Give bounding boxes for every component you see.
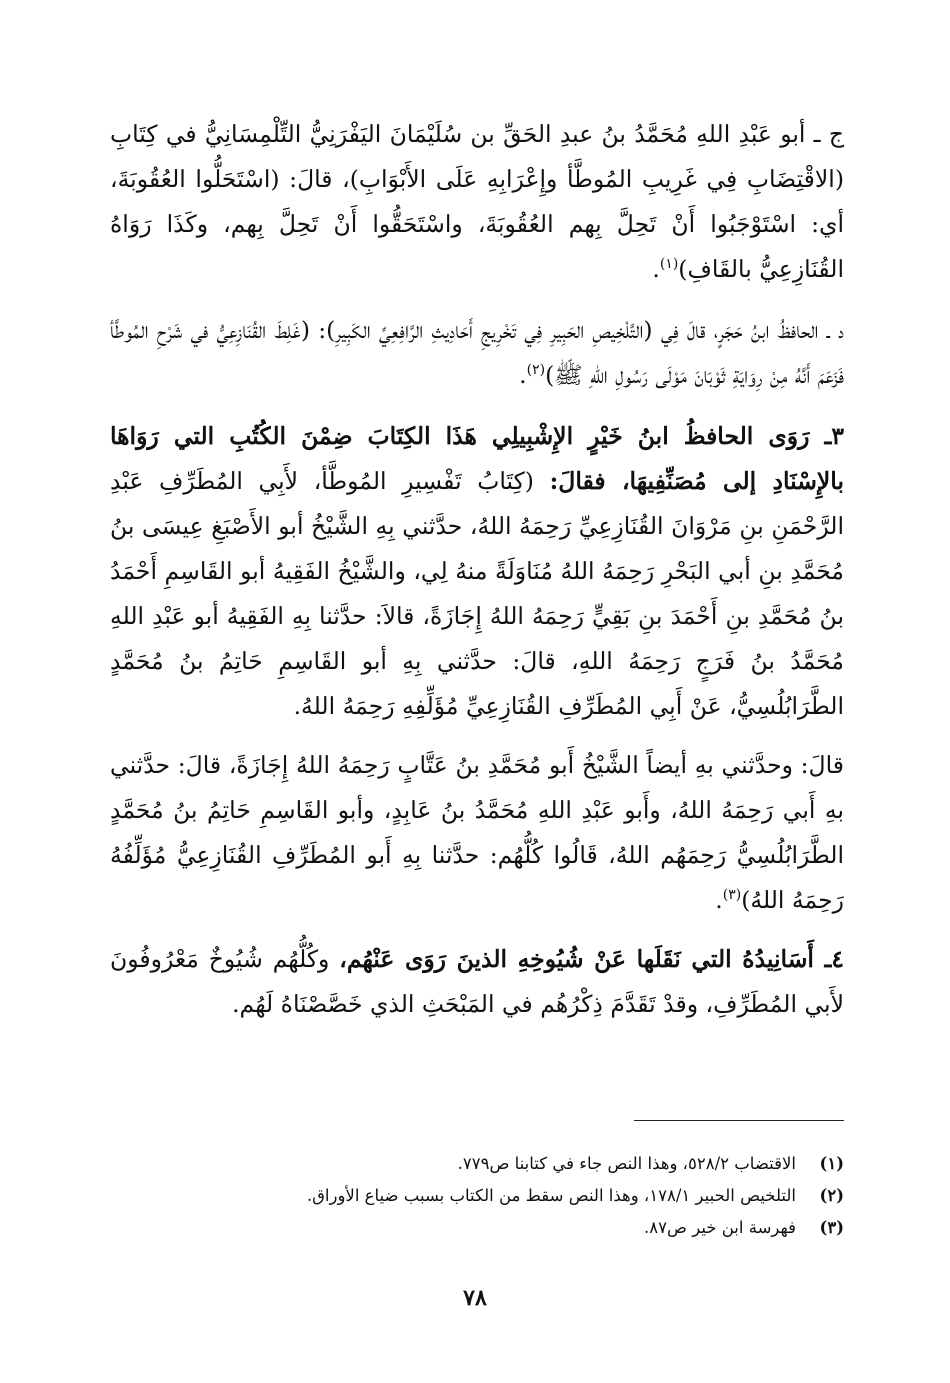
footnote-ref-2[interactable]: (٢) (526, 362, 546, 379)
page-body (110, 112, 844, 1027)
paragraph-jim (110, 112, 844, 292)
paragraph-isnad-2-end: . (715, 886, 723, 914)
footnote-1-text: الاقتضاب ٥٢٨/٢، وهذا النص جاء في كتابنا ص٧٧٩. (457, 1154, 796, 1173)
footnote-1-number: (١) (819, 1154, 844, 1173)
paragraph-4 (110, 937, 844, 1027)
paragraph-dal (110, 308, 844, 398)
paragraph-jim-end: . (652, 255, 660, 283)
footnote-ref-1[interactable]: (١) (659, 256, 679, 273)
paragraph-4-text: وكُلُّهُم شُيُوخٌ مَعْرُوفُونَ لأَبي المُطَرِّفِ، وقدْ تَقَدَّمَ ذِكْرُهُم في المَبْحَثِ الذي خَصَّصْنَاهُ لَهُم. (110, 945, 844, 1018)
paragraph-3-heading: ٣ـ رَوَى الحافظُ ابنُ خَيْرٍ الإِشْبِيلِي هَذَا الكِتَابَ ضِمْنَ الكُتُبِ التي رَوَاهَا بالإِسْنَادِ إلى مُصَنِّفِيهَا، فقالَ: (110, 422, 844, 495)
footnote-3 (110, 1212, 844, 1244)
paragraph-isnad-2-text: قالَ: وحدَّثني بهِ أيضاً الشَّيْخُ أَبو مُحَمَّدِ بنُ عَتَّابٍ رَحِمَهُ اللهُ إِجَازَةً، قالَ: حدَّثني بهِ أَبي رَحِمَهُ اللهُ، وأَبو عَبْدِ اللهِ مُحَمَّدُ بنُ عَابِدٍ، وأبو القَاسِمِ حَاتِمُ بنُ مُحَمَّدٍ الطَّرَابُلُسِيُّ رَحِمَهُم اللهُ، قَالُوا كُلُّهُم: حدَّثنا بِهِ أَبو المُطَرِّفِ القُنَازِعِيُّ مُؤَلِّفُهُ رَحِمَهُ اللهُ) (110, 751, 844, 914)
footnotes (110, 1148, 844, 1244)
footnote-2-number: (٢) (819, 1186, 844, 1205)
paragraph-dal-text: د ـ الحافظُ ابنُ حَجَرٍ، قالَ فِي (التَّلْخِيصِ الحَبِيرِ فِي تَخْرِيجِ أَحَادِيثِ الرَّافِعِيِّ الكَبِيرِ): (غَلِطَ القُنَازِعِيُّ في شَرْحِ المُوطَّأ فَزَعَمَ أَنَّهُ مِنْ رِوَايَةِ ثَوْبَانَ مَوْلَى رَسُولِ اللهِ ﷺ) (110, 316, 844, 389)
paragraph-3-text: (كِتَابُ تَفْسِيرِ المُوطَّأ، لأَبِي المُطَرِّفِ عَبْدِ الرَّحْمَنِ بنِ مَرْوَانَ القُنَازِعِيِّ رَحِمَهُ اللهُ، حدَّثني بِهِ الشَّيْخُ أبو الأَصْبَغِ عِيسَى بنُ مُحَمَّدِ بنِ أبي البَحْرِ رَحِمَهُ اللهُ مُنَاوَلَةً منهُ لِي، والشَّيْخُ الفَقِيهُ أبو القَاسِمِ أَحْمَدُ بنُ مُحَمَّدِ بنِ أَحْمَدَ بنِ بَقِيٍّ رَحِمَهُ اللهُ إِجَازَةً، قالاَ: حدَّثنا بِهِ الفَقِيهُ أبو عَبْدِ اللهِ مُحَمَّدُ بنُ فَرَجٍ رَحِمَهُ اللهِ، قالَ: حدَّثني بِهِ أبو القَاسِمِ حَاتِمُ بنُ مُحَمَّدٍ الطَّرَابُلُسِيُّ، عَنْ أَبِي المُطَرِّفِ القُنَازِعِيِّ مُؤَلِّفِهِ رَحِمَهُ اللهُ. (110, 467, 844, 720)
page-number: ٧٨ (463, 1285, 487, 1311)
footnote-2 (110, 1180, 844, 1212)
footnote-divider (634, 1120, 844, 1121)
paragraph-4-heading: ٤ـ أَسَانِيدُهُ التي نَقَلَها عَنْ شُيُوخِهِ الذينَ رَوَى عَنْهُم، (339, 945, 844, 973)
paragraph-jim-text: ج ـ أبو عَبْدِ اللهِ مُحَمَّدُ بنُ عبدِ الحَقِّ بن سُلَيْمَانَ اليَفْرَنِيُّ التِّلْمِسَانِيُّ في كِتَابِ (الاقْتِضَابِ فِي غَرِيبِ المُوطَّأ وإِعْرَابِهِ عَلَى الأَبْوَابِ)، قالَ: (اسْتَحَلُّوا العُقُوبَةَ، أي: اسْتَوْجَبُوا أَنْ تَحِلَّ بِهم العُقُوبَةَ، واسْتَحَقُّوا أَنْ تَحِلَّ بِهم، وكَذَا رَوَاهُ القُنَازِعِيُّ بالقَافِ) (110, 120, 844, 283)
footnote-3-text: فهرسة ابن خير ص٨٧. (644, 1218, 796, 1237)
paragraph-dal-end: . (519, 361, 527, 389)
paragraph-isnad-2 (110, 743, 844, 923)
footnote-3-number: (٣) (819, 1218, 844, 1237)
footnote-1 (110, 1148, 844, 1180)
footnote-2-text: التلخيص الحبير ١٧٨/١، وهذا النص سقط من الكتاب بسبب ضياع الأوراق. (306, 1186, 796, 1205)
paragraph-3 (110, 414, 844, 729)
footnote-ref-3[interactable]: (٣) (722, 887, 742, 904)
